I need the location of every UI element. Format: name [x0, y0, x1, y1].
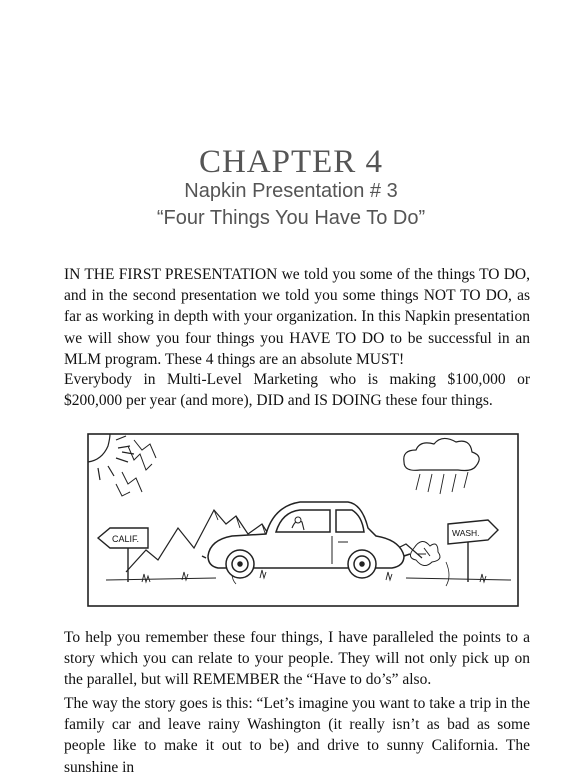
sun-icon — [88, 434, 134, 480]
paragraph-intro: IN THE FIRST PRESENTATION we told you some of the things TO DO, and in the second presentation we told you some things NOT TO DO, as far as working in depth with your organization. In this Napkin presentation we will show you four things you HAVE TO DO to be successful in an MLM program. These 4 things are an absolute MUST! — [64, 266, 530, 368]
sun-rays — [116, 440, 156, 496]
chapter-heading: CHAPTER 4 — [198, 144, 384, 180]
paragraph-parallel: To help you remember these four things, I have paralleled the points to a story which you can relate to your people. They will not only pick up on the parallel, but will REMEMBER the “Have to do’s” also. — [64, 629, 530, 689]
sign-calif — [98, 528, 148, 582]
grass-tufts — [142, 570, 486, 582]
svg-text:CALIF.: CALIF. — [112, 534, 140, 544]
svg-text:WASH.: WASH. — [452, 528, 480, 538]
car-trip-illustration — [86, 432, 520, 608]
paragraph-story: The way the story goes is this: “Let’s imagine you want to take a trip in the family car and leave rainy Washington (it really isn’t as bad as some people like to make it out to be) and drive to sunny California. The sunshine in — [64, 695, 530, 776]
paragraph-earners: Everybody in Multi-Level Marketing who is making $100,000 or $200,000 per year (and more), DID and IS DOING these four things. — [64, 371, 530, 410]
chapter-subtitle: Napkin Presentation # 3 — [184, 180, 398, 202]
chapter-subtitle-quote: “Four Things You Have To Do” — [156, 207, 426, 229]
cloud-icon — [404, 438, 479, 494]
sign-wash — [448, 520, 498, 582]
ground-line — [106, 578, 511, 580]
exhaust-cloud-icon — [410, 541, 440, 565]
car-icon — [202, 502, 410, 578]
